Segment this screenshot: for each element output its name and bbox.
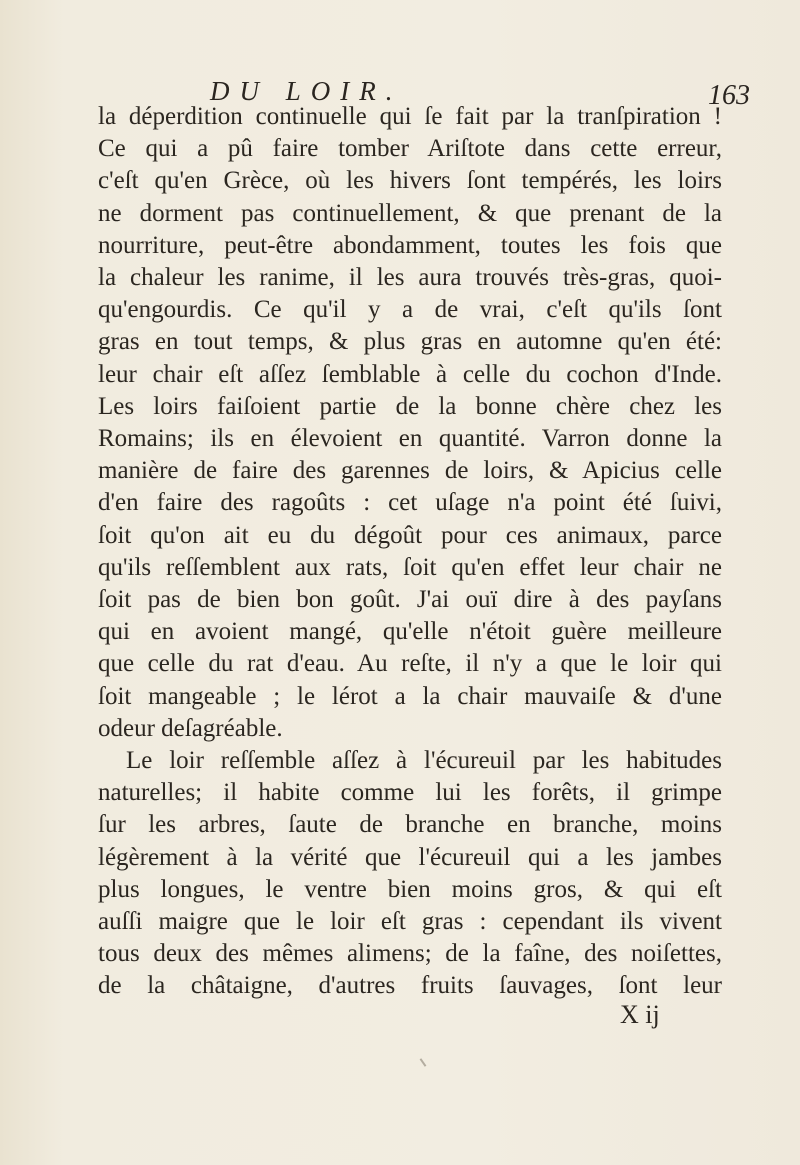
text-line: qui en avoient mangé, qu'elle n'étoit guère meilleure <box>98 618 722 646</box>
text-line: de la châtaigne, d'autres fruits ſauvages, ſont leur <box>98 972 722 1000</box>
text-line: plus longues, le ventre bien moins gros, & qui eſt <box>98 875 722 903</box>
text-line: qu'engourdis. Ce qu'il y a de vrai, c'eſt qu'ils ſont <box>98 296 722 324</box>
text-line: légèrement à la vérité que l'écureuil qui a les jambes <box>98 843 722 871</box>
text-line: d'en faire des ragoûts : cet uſage n'a point été ſuivi, <box>98 489 722 517</box>
text-line: la déperdition continuelle qui ſe fait par la tranſpiration ! <box>98 103 722 130</box>
text-line: Ce qui a pû faire tomber Ariſtote dans cette erreur, <box>98 135 722 163</box>
text-line: ſoit qu'on ait eu du dégoût pour ces animaux, parce <box>98 521 722 549</box>
text-line-paragraph-start: Le loir reſſemble aſſez à l'écureuil par les habitudes <box>126 747 722 774</box>
text-line: naturelles; il habite comme lui les forêts, il grimpe <box>98 779 722 807</box>
text-line: qu'ils reſſemblent aux rats, ſoit qu'en effet leur chair ne <box>98 553 722 581</box>
text-line: la chaleur les ranime, il les aura trouvés très-gras, quoi- <box>98 264 722 291</box>
text-line: que celle du rat d'eau. Au reſte, il n'y a que le loir qui <box>98 650 722 678</box>
page-number: 163 <box>708 80 750 111</box>
text-line: ne dorment pas continuellement, & que prenant de la <box>98 199 722 227</box>
text-line: c'eſt qu'en Grèce, où les hivers ſont tempérés, les loirs <box>98 167 722 195</box>
text-line: ſoit mangeable ; le lérot a la chair mauvaiſe & d'une <box>98 682 722 710</box>
text-line-paragraph-end: odeur deſagréable. <box>98 714 283 742</box>
text-line: auſſi maigre que le loir eſt gras : cependant ils vivent <box>98 908 722 935</box>
text-line: Romains; ils en élevoient en quantité. Varron donne la <box>98 425 722 452</box>
text-line: gras en tout temps, & plus gras en automne qu'en été: <box>98 328 722 356</box>
text-line: ſur les arbres, ſaute de branche en branche, moins <box>98 811 722 839</box>
text-line: ſoit pas de bien bon goût. J'ai ouï dire à des payſans <box>98 586 722 613</box>
text-line: Les loirs faiſoient partie de la bonne chère chez les <box>98 392 722 420</box>
ink-speck <box>420 1058 427 1067</box>
text-line: leur chair eſt aſſez ſemblable à celle du cochon d'Inde. <box>98 360 722 388</box>
signature-mark: X ij <box>620 1000 660 1029</box>
text-line: nourriture, peut-être abondamment, toutes les fois que <box>98 231 722 259</box>
text-line: tous deux des mêmes alimens; de la faîne, des noiſettes, <box>98 940 722 968</box>
running-title: DU LOIR. <box>210 76 403 106</box>
text-line: manière de faire des garennes de loirs, & Apicius celle <box>98 457 722 485</box>
